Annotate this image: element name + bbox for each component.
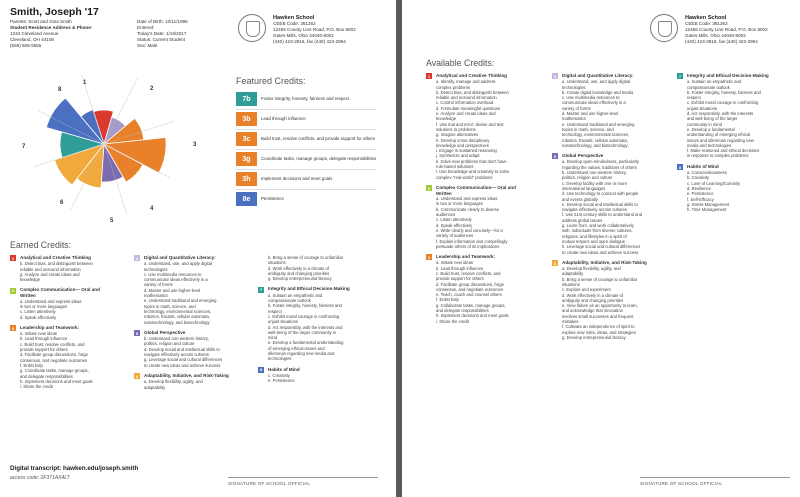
credit-item: a. Develop open-mindedness, particularly [562,159,640,165]
credit-category [426,254,544,324]
credit-item: f. Use trial and error; devise and test [436,121,504,127]
featured-credits-title: Featured Credits: [236,76,306,86]
featured-text: Persistence [261,196,284,202]
credit-item: d. Use technology to connect with people [562,191,639,197]
credit-category [426,73,544,180]
credit-item: knowledge and perspectives [436,142,489,148]
credit-item: respect [687,95,701,101]
credit-item: d. Facilitate group discussions, forge [20,352,88,358]
earned-col-2 [134,255,252,395]
credit-item: f. Cultivate an independence of spirit to [562,324,635,330]
category-title: Leadership and Teamwork: [20,324,80,330]
transcript-page-right [402,0,800,497]
featured-divider [236,169,376,170]
credit-item: g. Stress Management [687,201,730,207]
featured-badge: 8e [236,192,257,206]
signature-label: SIGNATURE OF SCHOOL OFFICIAL [228,481,311,486]
pie-label-4: 4 [150,206,154,212]
credit-item: technologies [268,356,292,362]
credit-item: g. Imagine alternatives [436,132,479,138]
credit-item: address global issues [562,217,603,223]
credit-item: topics in math, science, and [562,126,614,132]
signature-line [228,477,378,478]
credit-item: b. Creativity [687,175,710,181]
category-number: 3 [11,325,15,331]
category-number: 4 [553,73,557,79]
featured-badge: 7b [236,92,257,106]
credit-item: i. Share the credit [436,318,469,324]
category-title: Analytical and Creative Thinking [20,255,91,260]
credit-item: a. Develop flexibility, agility, and [144,379,203,385]
category-title: Digital and Quantitative Literacy: [562,73,634,78]
credit-item: unjust situations [268,319,299,325]
credit-item: i. Share the credit [20,384,53,390]
pie-label-8: 8 [58,87,62,93]
featured-badge: 3h [236,172,257,186]
credit-item: f. Enlist help [436,297,459,303]
credit-item: a. Understand, use, and apply digital [144,261,212,267]
credit-item: media and technologies [687,142,732,148]
featured-credit [236,152,383,166]
credit-item: ambiguity and changing priorities [268,270,330,276]
credit-item: mathematics [144,293,168,299]
credit-item: c. Listen attentively [436,217,472,223]
credit-item: knowledge [20,277,41,283]
featured-credit [236,112,383,126]
credit-item: and well-being of the larger [687,116,738,122]
credit-item: and delegate responsibilities [436,308,489,314]
featured-text: Lead through influence [261,116,306,122]
credit-item: e. Teach, coach and counsel others [436,292,502,298]
student-name: Smith, Joseph '17 [10,6,99,18]
featured-text: Build trust, resolve conflicts, and provide support for others [261,136,376,142]
credit-category-continued [258,255,388,281]
credit-item: c. Explore and experiment [562,287,611,293]
credit-item: respect [268,308,282,314]
credit-item: e. Understand traditional and emerging [144,298,217,304]
credit-category [10,325,128,390]
credit-item: b. Lead through influence [20,336,68,342]
category-title: Global Perspective [144,329,186,335]
credit-item: robotics, fractals, cellular automata, [562,137,628,143]
credit-item: c. Creativity [268,372,290,378]
credit-item: e. Develop a fundamental understanding [268,340,344,346]
credit-item: adaptability [562,271,584,277]
category-number: 7 [259,287,263,293]
credit-item: a. Understand, use, and apply digital [562,79,630,85]
school-header [273,15,383,45]
access-code: access code: 2F371AX4LT [10,475,70,481]
credit-item: reliable and unsound information [436,95,497,101]
signature-label: SIGNATURE OF SCHOOL OFFICIAL [640,481,723,486]
credit-item: dilemmas regarding new media and [268,351,335,357]
category-title: Digital and Quantitative Literacy: [144,255,216,260]
credit-item: b. Foster integrity, honesty, fairness and [268,303,342,309]
credit-item: understanding of emerging ethical [687,132,751,138]
info-line: Parents: Scott and Gina Smith [10,19,72,24]
credit-item: l. Use knowledge and creativity to solve [436,169,510,175]
credit-item: complex problems [436,84,470,90]
credit-item: d. Master and use higher-level [144,287,201,293]
credit-item: mathematics [562,116,586,122]
credit-category [10,255,128,282]
radar-wedges [34,74,175,215]
school-line: 12456 County Line Road, P.O. Box 8002 [273,27,356,32]
credit-category [552,73,670,148]
credit-item: robotics, fractals, cellular automata, [144,314,210,320]
credit-category [134,373,252,390]
credit-item: technologies [144,266,168,272]
credit-item: consensus, and negotiate outcomes [20,357,88,363]
credit-category [134,255,252,325]
credit-item: e. Analyze and create ideas and [436,111,496,117]
category-title: Analytical and Creative Thinking [436,73,507,78]
school-seal-icon [238,14,266,42]
credit-category [552,153,670,255]
info-line: Cleveland, OH 44108 [10,37,54,42]
credit-item: reliable and unsound information [20,266,81,272]
category-title: Global Perspective [562,153,604,159]
earned-col-1 [10,255,128,394]
credit-item: explore new roles, ideas, and strategies [562,329,636,335]
school-line: Gates Mills, Ohio 44040-8002 [273,33,334,38]
credit-item: j. Synthesize and adapt [436,153,480,159]
info-line: Entered: [137,25,155,30]
category-title: Integrity and Ethical Decision-Making [687,73,769,78]
credit-item: situations [562,281,580,287]
credit-item: g. Develop entrepreneurial literacy [562,334,626,340]
student-info-left [10,19,130,49]
featured-divider [236,109,376,110]
credit-item: mind [268,335,278,341]
featured-text: Coordinate tasks, manage groups, delegate responsibilities [261,156,377,162]
credit-item: in two or more languages [20,303,68,309]
earned-col-3 [258,255,388,389]
credit-item: well-being of the larger community in [268,329,337,335]
credit-item: h. Implement decisions and meet goals [20,378,93,384]
credit-item: g. Coordinate tasks, manage groups, [20,368,89,374]
credit-item: provide support for others [20,347,68,353]
credit-item: communicate ideas effectively in a [562,100,626,106]
credit-item: knowledge [436,116,457,122]
credit-item: b. Create digital knowledge and media [562,89,634,95]
credit-item: f. Explain information and compellingly [436,238,508,244]
featured-text: Implement decisions and meet goals [261,176,333,182]
student-info-mid [137,19,227,49]
credit-item: adaptability [144,384,166,390]
credit-item: d. Resilience [687,185,711,191]
credit-item: compassionate outlook [268,298,311,304]
credit-item: a. Initiate new ideas [20,331,58,337]
credit-item: topics in math, science, and [144,303,196,309]
featured-badge: 3g [236,152,257,166]
featured-credit [236,172,383,186]
credit-item: a. Identify, manage and address [436,79,496,85]
credit-category [134,330,252,368]
credit-item: f. Use 21st century skills to understand and [562,212,643,218]
credit-item: g. Leverage social and cultural differences [144,357,223,363]
featured-text: Foster integrity, honesty, fairness and respect [261,96,350,102]
credit-item: navigate effectively across cultures [144,352,209,358]
credit-item: f. Enlist help [20,362,43,368]
school-line: Gates Mills, Ohio 44040-8002 [685,33,746,38]
digital-transcript-link[interactable]: Digital transcript: hawken.edu/joseph.smith [10,465,139,472]
credit-item: situations [268,260,286,266]
credit-item: audiences [436,212,456,218]
credit-item: c. Love of Learning/Curiosity [687,180,741,186]
category-number: 2 [427,185,431,191]
credit-item: a. Develop flexibility, agility, and [562,266,621,272]
info-line: Date of Birth: 10/11/1998 [137,19,188,24]
transcript-page-left [0,0,396,497]
credit-item: b. Understand non-western history, [144,336,209,342]
pie-label-5: 5 [110,218,114,224]
credit-item: and acknowledge that innovation [562,308,623,314]
credit-item: c. Listen attentively [20,309,56,315]
credit-item: communicate ideas effectively in a [144,277,208,283]
category-number: 1 [427,73,431,79]
credit-item: technology, environmental sciences, [562,132,630,138]
info-line: Today's Date: 1/16/2017 [137,31,187,36]
credit-item: nanotechnology, and biotechnology [144,319,210,325]
featured-divider [236,189,376,190]
credit-item: unjust situations [687,105,718,111]
credit-item: e. Develop social and intellectual skills to [562,201,638,207]
credit-item: e. Write clearly and concisely—for a [436,227,503,233]
category-number: 2 [11,288,15,294]
credit-item: complex "real-world" problems [436,174,493,180]
pie-label-3: 3 [193,142,197,148]
credit-item: in response to complex problems [687,153,749,159]
credit-item: k. Solve new problems that don't have [436,158,507,164]
credit-item: d. Master and use higher-level [562,111,619,117]
credit-item: b. Foster integrity, honesty, fairness and [687,89,761,95]
credit-item: a. Conscientiousness [687,170,727,176]
credit-item: e. View failure as an opportunity to learn, [562,303,638,309]
credit-category [552,260,670,340]
credit-item: a. Understand and express ideas [20,298,82,304]
credit-item: h. Develop cross-disciplinary [436,137,490,143]
credit-item: b. Lead through influence [436,265,484,271]
credit-category [10,287,128,319]
credit-item: variety of forms [562,105,591,111]
category-number: 3 [427,254,431,260]
credit-category [258,367,388,384]
credit-item: rule-based solutions [436,164,474,170]
pie-label-6: 6 [60,200,64,206]
school-name: Hawken School [273,15,315,21]
available-credits-title: Available Credits: [426,58,495,68]
credit-item: international languages [562,185,606,191]
credit-item: e. Understand traditional and emerging [562,121,635,127]
credit-item: to create new ideas and achieve success [144,362,221,368]
credit-item: d. Act responsibly, with the interests and [268,324,343,330]
school-header [685,15,795,45]
credit-item: a. Understand and express ideas [436,196,498,202]
credit-item: g. Develop entrepreneurial literacy [268,276,332,282]
credit-item: regarding the values, traditions of others [562,164,637,170]
credit-item: mutual respect and open dialogue [562,238,626,244]
credit-item: d. Act responsibly, with the interests [687,111,754,117]
category-title: Habits of Mind [687,163,719,169]
credit-item: g. Collaborate tasks, manage groups, [436,302,506,308]
credit-item: d. Speak effectively [20,314,57,320]
category-title: Adaptability, Initiative, and Risk-Taking [144,372,229,378]
featured-credit [236,132,383,146]
credit-category [677,73,795,159]
credits-radar-chart [20,66,210,236]
credit-item: provide support for others [436,276,484,282]
category-number: 6 [553,260,557,266]
credit-item: ambiguity and changing priorities [562,297,624,303]
credit-item: g. Analyze and create ideas and [20,271,80,277]
pie-label-2: 2 [150,86,154,92]
credit-item: solutions to problems [436,126,476,132]
credit-item: community in mind [687,121,722,127]
credit-item: variety of audiences [436,233,474,239]
credit-item: compassionate outlook [687,84,730,90]
credit-item: d. Formulate meaningful questions [436,105,501,111]
credit-item: e. Persistence [268,378,295,384]
credit-item: religions, and lifestyles in a spirit of [562,233,627,239]
category-title: Leadership and Teamwork: [436,254,496,260]
info-line: Status: Current Student [137,37,186,42]
credit-item: d. Work effectively in a climate of [268,265,330,271]
category-number: 6 [135,373,139,379]
credit-item: issues and dilemmas regarding new [687,137,754,143]
category-number: 8 [678,164,682,170]
credit-item: to create new ideas and achieve success [562,249,639,255]
category-title: Habits of Mind [268,366,300,372]
credit-item: h. Implement decisions and meet goals [436,313,509,319]
featured-badge: 3b [236,112,257,126]
signature-line [640,477,790,478]
credit-item: a. Sustain an empathetic and [687,79,742,85]
category-title: Complex Communication— Oral and Written [20,287,100,299]
credit-category [426,185,544,249]
credit-item: h. Time Management [687,207,727,213]
info-line: Sex: Male [137,43,158,48]
credit-item: technology, environmental sciences, [144,308,212,314]
credit-item: c. Control information overload [436,100,494,106]
info-line: 1234 Cleveland Avenue [10,31,59,36]
credit-item: involves small successes and frequent [562,313,634,319]
category-title: Integrity and Ethical Decision-Making [268,286,350,292]
credit-item: c. Use multimedia resources to [144,271,202,277]
credit-item: d. Work effectively in a climate of [562,292,624,298]
pie-label-7: 7 [22,144,26,150]
credit-item: consensus, and negotiate outcomes [436,286,504,292]
credit-item: a. Sustain an empathetic and [268,292,323,298]
pie-label-1: 1 [83,80,87,86]
available-col-3 [677,73,795,217]
credit-item: f. Make reasoned and ethical decisions [687,148,760,154]
school-line: 12456 County Line Road, P.O. Box 8002 [685,27,768,32]
school-line: (440) 423-2916, fax (440) 423-2994 [273,39,346,44]
credit-item: and events globally [562,196,598,202]
credit-item: d. Speak effectively [436,222,473,228]
category-title: Complex Communication— Oral and Written [436,184,516,196]
credit-item: c. Build trust, resolve conflicts, and [436,270,501,276]
featured-divider [236,129,376,130]
credit-item: g. Learn from, and work collaboratively [562,223,634,229]
credit-item: b. Bring a sense of courage to unfamiliar [268,255,344,260]
credit-item: mistakes [562,319,579,325]
school-line: CEEB Code: 361262 [273,21,316,26]
category-number: 5 [553,153,557,159]
credit-item: c. Develop facility with one or more [562,180,627,186]
credit-item: with, individuals from diverse cultures, [562,228,633,234]
category-number: 7 [678,73,682,79]
featured-badge: 3c [236,132,257,146]
credit-item: a. Initiate new ideas [436,260,474,266]
info-line: Student Residence Address & Phone: [10,25,93,30]
available-col-1 [426,73,544,329]
credit-item: b. Detect bias, and distinguish between [436,89,509,95]
credit-item: of emerging ethical issues and [268,345,325,351]
credit-item: i. Engage in sustained reasoning [436,148,497,154]
featured-divider [236,149,376,150]
credit-item: c. Exhibit moral courage in confronting [687,100,759,106]
credit-item: e. Develop a fundamental [687,126,735,132]
info-line: (555) 555-5555 [10,43,42,48]
school-line: (440) 423-2916, fax (440) 423-2994 [685,39,758,44]
school-seal-icon [650,14,678,42]
credit-item: technologies [562,84,586,90]
credit-item: h. Leverage social and cultural differences [562,244,641,250]
credit-item: c. Use multimedia resources to [562,95,620,101]
credit-item: navigate effectively across cultures [562,207,627,213]
credit-item: c. Exhibit moral courage in confronting [268,313,340,319]
credit-item: politics, religion and culture [562,175,613,181]
credit-item: politics, religion and culture [144,341,195,347]
credit-category [258,286,388,361]
credit-item: f. Self-Efficacy [687,196,714,202]
school-line: CEEB Code: 361262 [685,21,728,26]
school-name: Hawken School [685,15,727,21]
available-col-2 [552,73,670,345]
earned-credits-title: Earned Credits: [10,240,72,250]
credit-item: and delegate responsibilities [20,373,73,379]
credit-item: in two or more languages [436,201,484,207]
credit-item: b. Understand non-western history, [562,170,627,176]
credit-item: b. Bring a sense of courage to unfamiliar [562,276,638,282]
category-number: 4 [135,255,139,261]
credit-item: b. Detect bias, and distinguish between [20,261,93,267]
category-number: 1 [11,255,15,261]
category-title: Adaptability, Initiative, and Risk-Taking [562,259,647,265]
category-number: 5 [135,330,139,336]
credit-item: c. Build trust, resolve conflicts, and [20,341,85,347]
credit-item: nanotechnology, and biotechnology [562,142,628,148]
credit-item: d. Facilitate group discussions, forge [436,281,504,287]
featured-credit [236,192,383,206]
credit-item: b. Communicate clearly to diverse [436,206,500,212]
featured-credit [236,92,383,106]
credit-item: d. Develop social and intellectual skills to [144,346,220,352]
credit-item: variety of forms [144,282,173,288]
credit-item: e. Persistence [687,191,714,197]
credit-item: persuade others of its implications [436,243,500,249]
credit-category [677,164,795,213]
category-number: 8 [259,367,263,373]
